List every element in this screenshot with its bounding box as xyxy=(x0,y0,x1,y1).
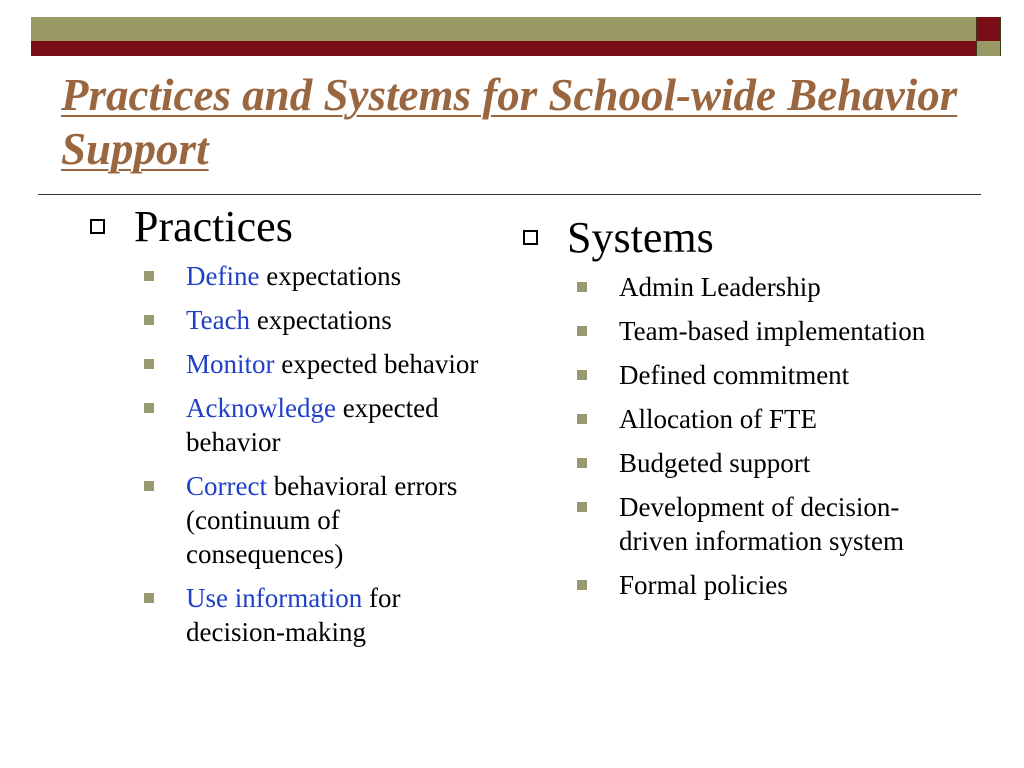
practices-item-keyword: Correct xyxy=(186,471,267,501)
practices-heading: Practices xyxy=(90,201,500,253)
systems-item-text: Allocation of FTE xyxy=(619,404,817,434)
systems-item-text: Admin Leadership xyxy=(619,272,821,302)
systems-item xyxy=(523,270,943,304)
practices-item-keyword: Monitor xyxy=(186,349,275,379)
square-bullet-icon xyxy=(144,481,154,491)
square-bullet-icon xyxy=(144,403,154,413)
systems-item xyxy=(523,402,943,436)
practices-item xyxy=(90,347,500,381)
practices-item-text: expected behavior xyxy=(186,393,439,457)
systems-item xyxy=(523,446,943,480)
systems-heading: Systems xyxy=(523,212,943,264)
title-divider xyxy=(38,194,981,195)
practices-list xyxy=(90,259,500,649)
practices-item-text: behavioral errors (continuum of consequences) xyxy=(186,471,458,569)
square-bullet-icon xyxy=(577,414,587,424)
systems-column xyxy=(523,212,943,612)
systems-item-text: Team-based implementation xyxy=(619,316,926,346)
square-bullet-icon xyxy=(144,271,154,281)
header-corner-square-tan xyxy=(977,41,1001,56)
square-bullet-icon xyxy=(577,282,587,292)
square-bullet-icon xyxy=(577,326,587,336)
systems-item xyxy=(523,568,943,602)
practices-item xyxy=(90,469,500,571)
systems-list xyxy=(523,270,943,602)
practices-item xyxy=(90,259,500,293)
practices-item-keyword: Define xyxy=(186,261,260,291)
practices-section xyxy=(90,201,500,649)
systems-item-text: Budgeted support xyxy=(619,448,811,478)
header-band-dark xyxy=(31,41,977,56)
systems-item xyxy=(523,490,943,558)
practices-item-text: expectations xyxy=(250,305,392,335)
systems-item xyxy=(523,358,943,392)
practices-column xyxy=(90,201,500,659)
practices-item-keyword: Teach xyxy=(186,305,251,335)
square-bullet-icon xyxy=(577,370,587,380)
header-corner-square-red xyxy=(977,17,1001,41)
square-bullet-icon xyxy=(144,359,154,369)
hollow-square-bullet-icon xyxy=(90,219,105,234)
systems-item-text: Development of decision-driven information system xyxy=(619,492,904,556)
systems-section xyxy=(523,212,943,602)
slide-title: Practices and Systems for School-wide Behavior Support xyxy=(61,70,958,174)
header-band-top xyxy=(31,17,977,41)
square-bullet-icon xyxy=(577,580,587,590)
hollow-square-bullet-icon xyxy=(523,230,538,245)
systems-item xyxy=(523,314,943,348)
practices-item-text: expectations xyxy=(259,261,402,291)
square-bullet-icon xyxy=(577,458,587,468)
practices-item xyxy=(90,581,500,649)
square-bullet-icon xyxy=(144,593,154,603)
practices-item-text: for decision-making xyxy=(186,583,401,647)
square-bullet-icon xyxy=(577,502,587,512)
square-bullet-icon xyxy=(144,315,154,325)
practices-item-keyword: Use information xyxy=(186,583,363,613)
systems-item-text: Formal policies xyxy=(619,570,788,600)
practices-item-keyword: Acknowledge xyxy=(186,393,336,423)
practices-item-text: expected behavior xyxy=(274,349,479,379)
systems-item-text: Defined commitment xyxy=(619,360,850,390)
practices-item xyxy=(90,303,500,337)
practices-item xyxy=(90,391,500,459)
